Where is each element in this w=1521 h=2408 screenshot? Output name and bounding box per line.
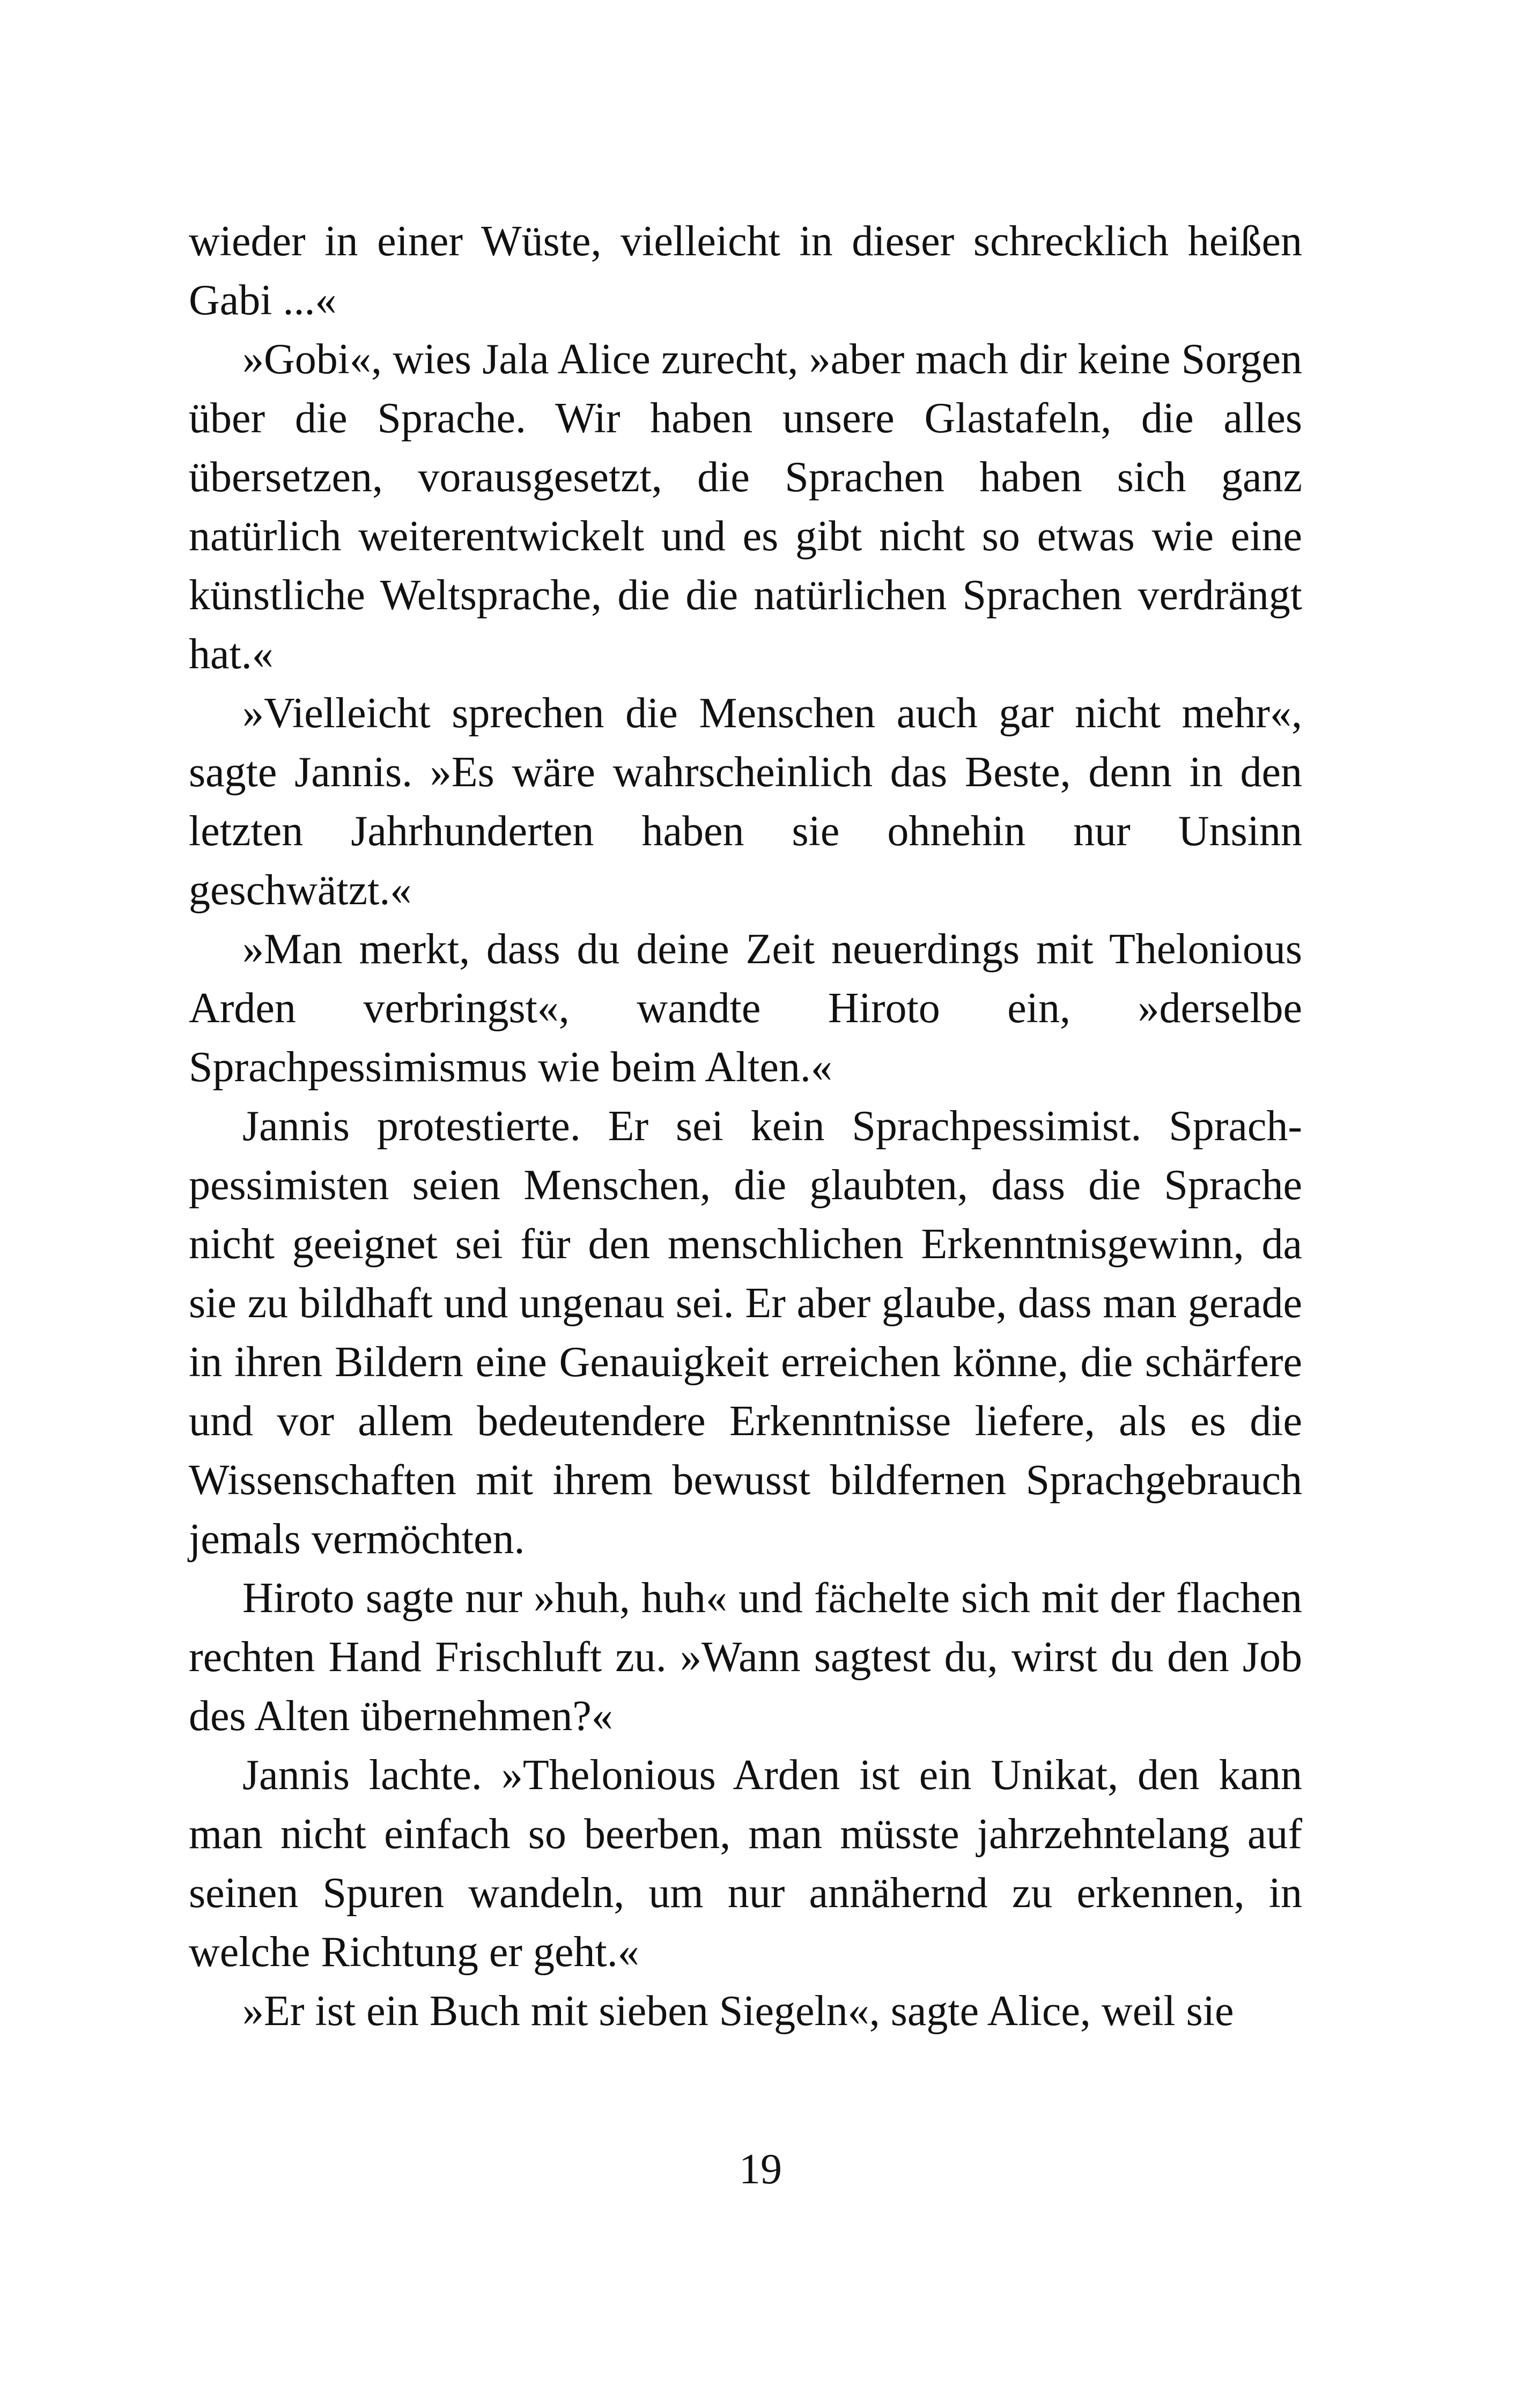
paragraph: Hiroto sagte nur »huh, huh« und fächelte sich mit der flachen rechten Hand Frischluft zu. »Wann sagtest du, wirst du den Job des Alten übernehmen?«: [189, 1575, 1302, 1740]
paragraph: »Er ist ein Buch mit sieben Siegeln«, sagte Alice, weil sie: [242, 1988, 1234, 2035]
paragraph: »Vielleicht sprechen die Menschen auch gar nicht mehr«, sagte Jannis. »Es wäre wahrscheinlich das Beste, denn in den letzten Jahrhunderten haben sie ohnehin nur Unsinn geschwätzt.«: [189, 690, 1302, 914]
paragraph: »Man merkt, dass du deine Zeit neuerdings mit Thelonious Arden verbringst«, wandte Hiroto ein, »derselbe Sprachpessimismus wie beim Alten.«: [189, 926, 1302, 1091]
paragraph: Jannis protestierte. Er sei kein Sprachpessimist. Sprachpessimisten seien Menschen, die glaubten, dass die Sprache nicht geeignet sei für den menschlichen Erkenntnisgewinn, da sie zu bildhaft und ungenau sei. Er aber glaube, dass man gerade in ihren Bildern eine Genauigkeit erreichen könne, die schärfere und vor allem bedeutendere Erkenntnisse liefere, als es die Wissenschaften mit ihrem bewusst bildfernen Sprachgebrauch jemals vermöchten.: [189, 1103, 1302, 1563]
paragraph: wieder in einer Wüste, vielleicht in dieser schrecklich heißen Gabi ...«: [189, 218, 1302, 324]
body-text: [189, 212, 1302, 2041]
page-number: 19: [739, 2146, 782, 2193]
paragraph: »Gobi«, wies Jala Alice zurecht, »aber mach dir keine Sorgen über die Sprache. Wir haben unsere Glastafeln, die alles übersetzen, vorausgesetzt, die Sprachen haben sich ganz natürlich weiterentwickelt und es gibt nicht so etwas wie eine künstliche Weltsprache, die die natürlichen Sprachen verdrängt hat.«: [189, 336, 1302, 678]
paragraph: Jannis lachte. »Thelonious Arden ist ein Unikat, den kann man nicht einfach so beerben, man müsste jahrzehntelang auf seinen Spuren wandeln, um nur annähernd zu erkennen, in welche Richtung er geht.«: [189, 1752, 1302, 1976]
